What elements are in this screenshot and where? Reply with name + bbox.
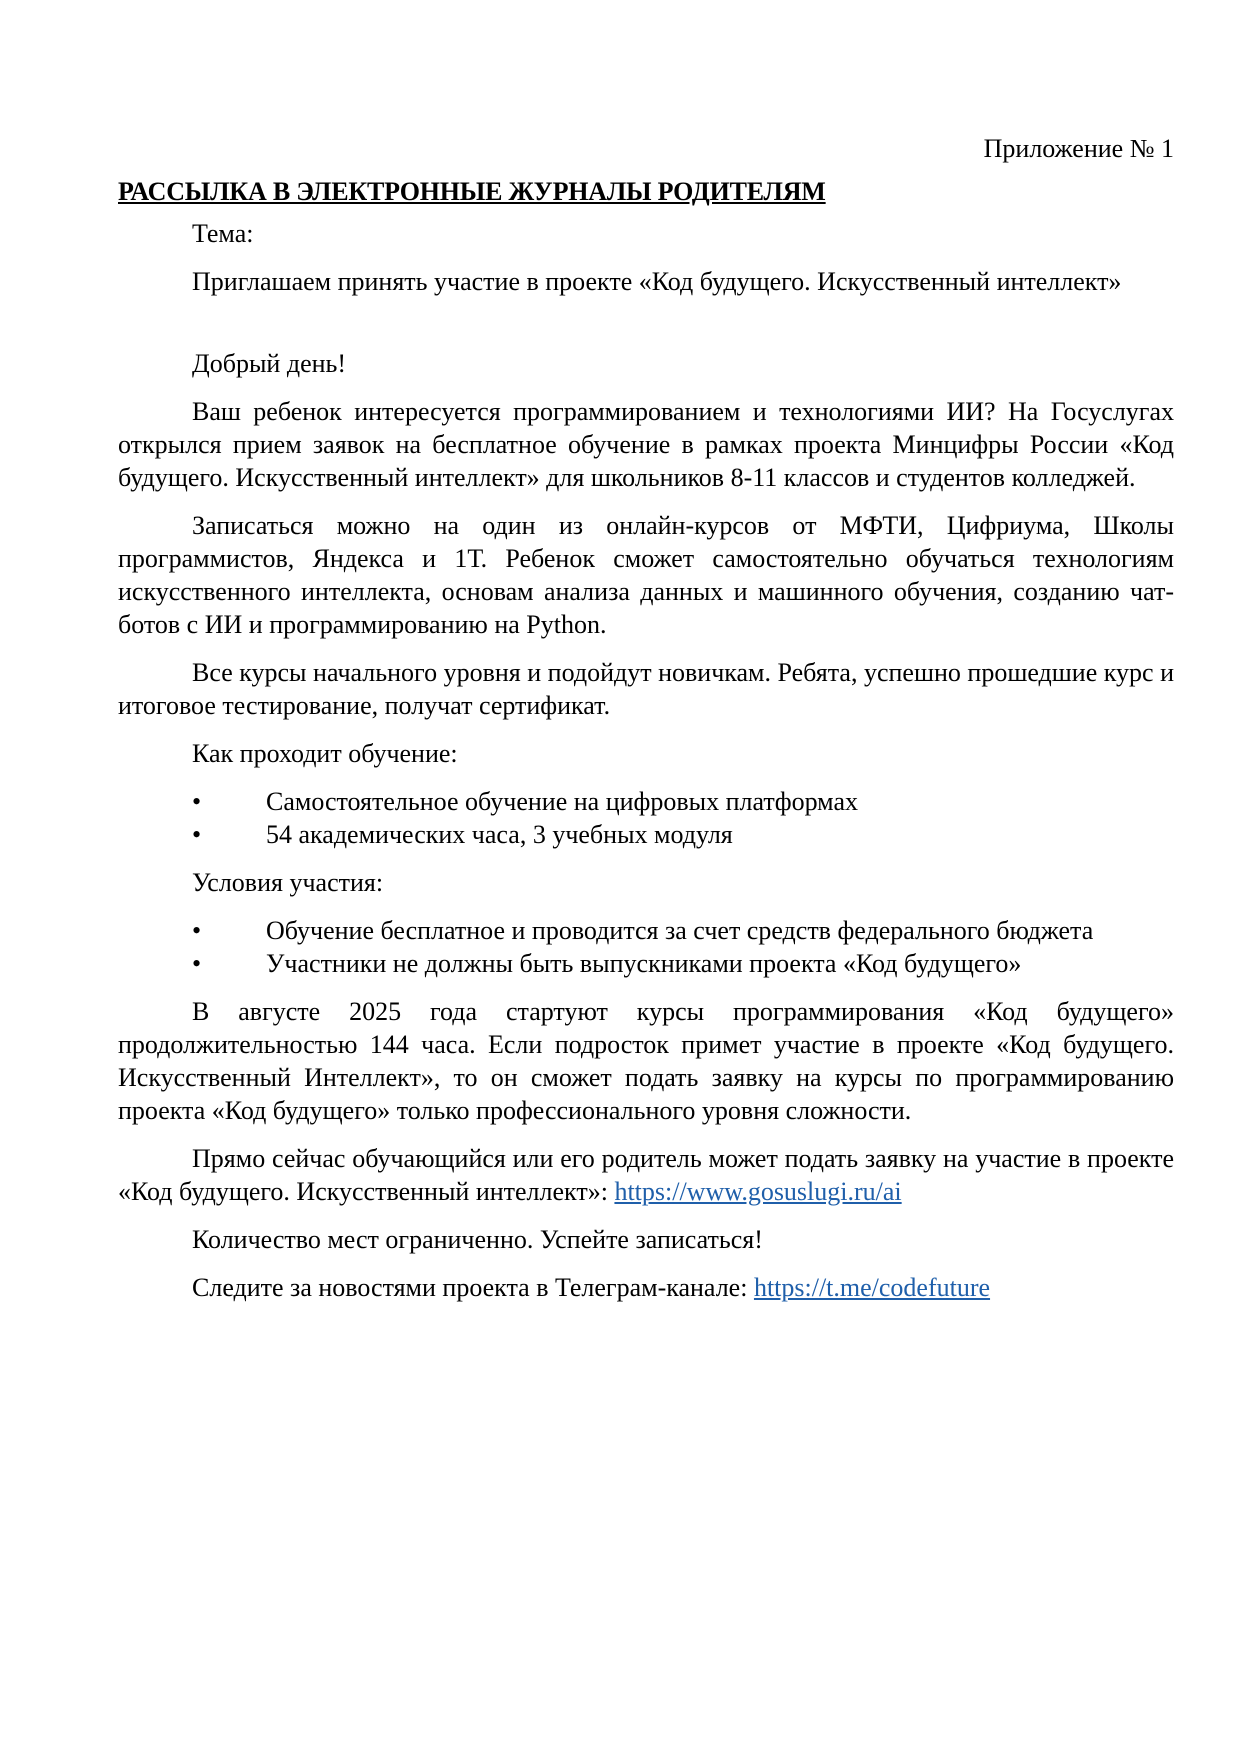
limited-notice: Количество мест ограниченно. Успейте записаться! xyxy=(192,1225,763,1254)
list-item xyxy=(118,818,1174,851)
appendix-label: Приложение № 1 xyxy=(983,134,1174,163)
list-item xyxy=(118,914,1174,947)
list-item-text: 54 академических часа, 3 учебных модуля xyxy=(266,820,733,849)
conditions-heading: Условия участия: xyxy=(192,868,384,897)
telegram-text: Следите за новостями проекта в Телеграм-канале: xyxy=(192,1273,754,1302)
list-item xyxy=(118,785,1174,818)
paragraph-apply xyxy=(118,1142,1174,1208)
learning-list xyxy=(118,785,1174,851)
conditions-list xyxy=(118,914,1174,980)
document-title: РАССЫЛКА В ЭЛЕКТРОННЫЕ ЖУРНАЛЫ РОДИТЕЛЯМ xyxy=(118,177,826,206)
gosuslugi-link[interactable]: https://www.gosuslugi.ru/ai xyxy=(614,1177,902,1206)
telegram-link[interactable]: https://t.me/codefuture xyxy=(753,1273,991,1302)
learning-heading: Как проходит обучение: xyxy=(192,739,458,768)
list-item-text: Обучение бесплатное и проводится за счет средств федерального бюджета xyxy=(266,916,1094,945)
spacer xyxy=(118,313,1174,347)
paragraph-august: В августе 2025 года стартуют курсы программирования «Код будущего» продолжительностью 144 часа. Если подросток примет участие в проекте «Код будущего. Искусственный Интеллект», то он сможет подать заявку на курсы по программированию проекта «Код будущего» только профессионального уровня сложности. xyxy=(118,997,1174,1125)
document-page xyxy=(118,132,1174,1319)
list-item xyxy=(118,947,1174,980)
paragraph-courses: Записаться можно на один из онлайн-курсов от МФТИ, Цифриума, Школы программистов, Яндекса и 1Т. Ребенок сможет самостоятельно обучаться технологиям искусственного интеллекта, основам анализа данных и машинного обучения, созданию чат-ботов с ИИ и программированию на Python. xyxy=(118,511,1174,639)
paragraph-level: Все курсы начального уровня и подойдут новичкам. Ребята, успешно прошедшие курс и итоговое тестирование, получат сертификат. xyxy=(118,658,1174,720)
apply-text: Прямо сейчас обучающийся или его родитель может подать заявку на участие в проекте «Код будущего. Искусственный интеллект»: xyxy=(118,1144,1174,1206)
list-item-text: Самостоятельное обучение на цифровых платформах xyxy=(266,787,858,816)
greeting: Добрый день! xyxy=(192,349,347,378)
bullet-icon: • xyxy=(192,949,202,978)
bullet-icon: • xyxy=(192,916,202,945)
topic-label: Тема: xyxy=(192,219,254,248)
topic-text: Приглашаем принять участие в проекте «Код будущего. Искусственный интеллект» xyxy=(192,267,1122,296)
list-item-text: Участники не должны быть выпускниками проекта «Код будущего» xyxy=(266,949,1022,978)
paragraph-intro: Ваш ребенок интересуется программированием и технологиями ИИ? На Госуслугах открылся прием заявок на бесплатное обучение в рамках проекта Минцифры России «Код будущего. Искусственный интеллект» для школьников 8-11 классов и студентов колледжей. xyxy=(118,397,1174,492)
bullet-icon: • xyxy=(192,820,202,849)
bullet-icon: • xyxy=(192,787,202,816)
paragraph-telegram xyxy=(118,1271,1174,1304)
